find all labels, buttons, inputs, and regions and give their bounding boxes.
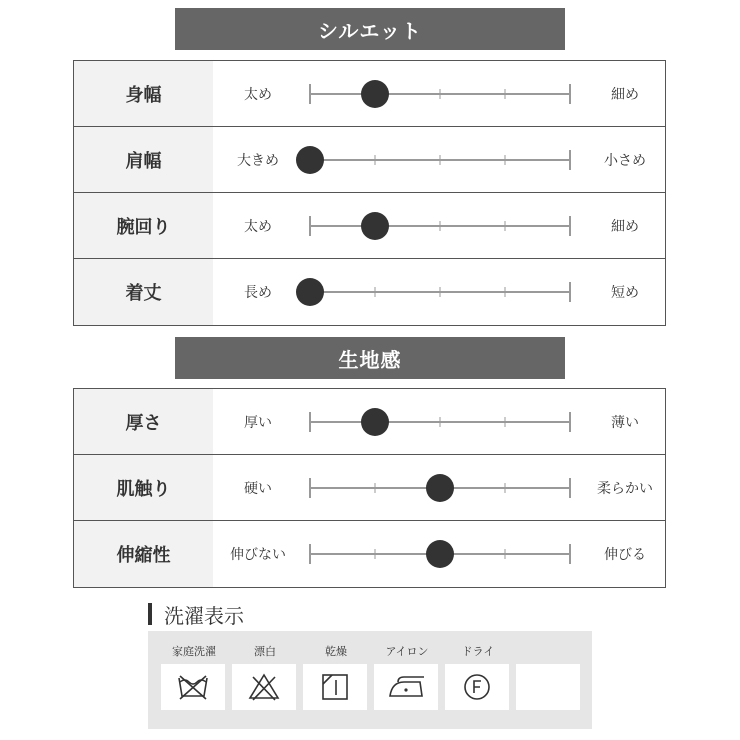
scale-tick bbox=[505, 549, 506, 559]
scale-tick bbox=[569, 478, 571, 498]
scale-left-label: 太め bbox=[244, 218, 272, 235]
scale-tick bbox=[440, 221, 441, 231]
row-label: 肌触り bbox=[74, 455, 213, 520]
row-label: 伸縮性 bbox=[74, 521, 213, 587]
rating-row bbox=[74, 259, 665, 325]
rating-row bbox=[74, 455, 665, 521]
row-label: 肩幅 bbox=[74, 127, 213, 192]
scale-tick bbox=[440, 89, 441, 99]
rating-marker bbox=[361, 212, 389, 240]
silhouette-heading bbox=[175, 8, 565, 50]
scale-tick bbox=[505, 287, 506, 297]
washing-panel bbox=[148, 631, 592, 729]
scale-tick bbox=[569, 544, 571, 564]
fabric-table bbox=[73, 388, 666, 588]
rating-marker bbox=[361, 80, 389, 108]
rating-marker bbox=[426, 540, 454, 568]
scale-right-label: 細め bbox=[611, 218, 639, 235]
wash-symbol-box bbox=[303, 664, 367, 710]
scale-tick bbox=[375, 549, 376, 559]
rating-row bbox=[74, 127, 665, 193]
scale-right-label: 薄い bbox=[611, 414, 639, 431]
wash-symbol-box bbox=[374, 664, 438, 710]
wash-symbol-box bbox=[232, 664, 296, 710]
scale-tick bbox=[309, 216, 311, 236]
rating-scale bbox=[310, 259, 570, 325]
row-label: 厚さ bbox=[74, 389, 213, 454]
scale-tick bbox=[505, 417, 506, 427]
wash-label: 乾燥 bbox=[325, 645, 347, 658]
scale-tick bbox=[440, 155, 441, 165]
rating-row bbox=[74, 389, 665, 455]
rating-row bbox=[74, 61, 665, 127]
rating-scale bbox=[310, 521, 570, 587]
dry-clean-f-icon bbox=[462, 672, 492, 702]
rating-scale bbox=[310, 127, 570, 192]
scale-tick bbox=[440, 417, 441, 427]
scale-left-label: 太め bbox=[244, 86, 272, 103]
scale-tick bbox=[375, 483, 376, 493]
no-bleach-icon bbox=[247, 672, 281, 702]
drip-dry-icon bbox=[320, 672, 350, 702]
scale-left-label: 厚い bbox=[244, 414, 272, 431]
scale-tick bbox=[505, 155, 506, 165]
rating-marker bbox=[296, 146, 324, 174]
scale-tick bbox=[505, 483, 506, 493]
row-label: 腕回り bbox=[74, 193, 213, 258]
fabric-heading bbox=[175, 337, 565, 379]
rating-row bbox=[74, 521, 665, 587]
row-label: 着丈 bbox=[74, 259, 213, 325]
scale-tick bbox=[440, 287, 441, 297]
wash-label: アイロン bbox=[385, 645, 429, 658]
scale-tick bbox=[309, 478, 311, 498]
scale-right-label: 細め bbox=[611, 86, 639, 103]
fabric-heading-text: 生地感 bbox=[338, 347, 402, 372]
wash-symbol-box bbox=[161, 664, 225, 710]
scale-right-label: 短め bbox=[611, 285, 639, 301]
rating-marker bbox=[361, 408, 389, 436]
rating-scale bbox=[310, 61, 570, 126]
scale-tick bbox=[375, 287, 376, 297]
wash-label: 漂白 bbox=[254, 645, 276, 658]
scale-tick bbox=[569, 150, 571, 170]
rating-scale bbox=[310, 193, 570, 258]
wash-label: ドライ bbox=[461, 645, 495, 658]
rating-marker bbox=[296, 278, 324, 306]
scale-tick bbox=[309, 84, 311, 104]
wash-label: 家庭洗濯 bbox=[172, 645, 216, 658]
scale-tick bbox=[569, 412, 571, 432]
scale-tick bbox=[309, 412, 311, 432]
scale-tick bbox=[309, 544, 311, 564]
scale-tick bbox=[505, 89, 506, 99]
wash-symbol-box bbox=[445, 664, 509, 710]
scale-tick bbox=[375, 155, 376, 165]
rating-row bbox=[74, 193, 665, 259]
washing-heading bbox=[148, 602, 244, 626]
wash-symbol-box-empty bbox=[516, 664, 580, 710]
iron-icon bbox=[384, 672, 428, 702]
scale-left-label: 硬い bbox=[244, 480, 272, 497]
scale-tick bbox=[505, 221, 506, 231]
heading-bar bbox=[148, 603, 152, 625]
rating-scale bbox=[310, 389, 570, 454]
scale-right-label: 伸びる bbox=[604, 547, 646, 563]
no-washing-icon bbox=[176, 672, 210, 702]
washing-heading-text: 洗濯表示 bbox=[164, 603, 244, 628]
rating-marker bbox=[426, 474, 454, 502]
scale-right-label: 柔らかい bbox=[597, 480, 653, 497]
scale-right-label: 小さめ bbox=[604, 152, 646, 169]
scale-tick bbox=[569, 84, 571, 104]
scale-tick bbox=[569, 282, 571, 302]
silhouette-heading-text: シルエット bbox=[317, 18, 423, 43]
scale-left-label: 大きめ bbox=[237, 152, 279, 169]
rating-scale bbox=[310, 455, 570, 520]
scale-left-label: 長め bbox=[244, 285, 272, 301]
silhouette-table bbox=[73, 60, 666, 326]
scale-left-label: 伸びない bbox=[230, 547, 286, 563]
scale-tick bbox=[569, 216, 571, 236]
row-label: 身幅 bbox=[74, 61, 213, 126]
